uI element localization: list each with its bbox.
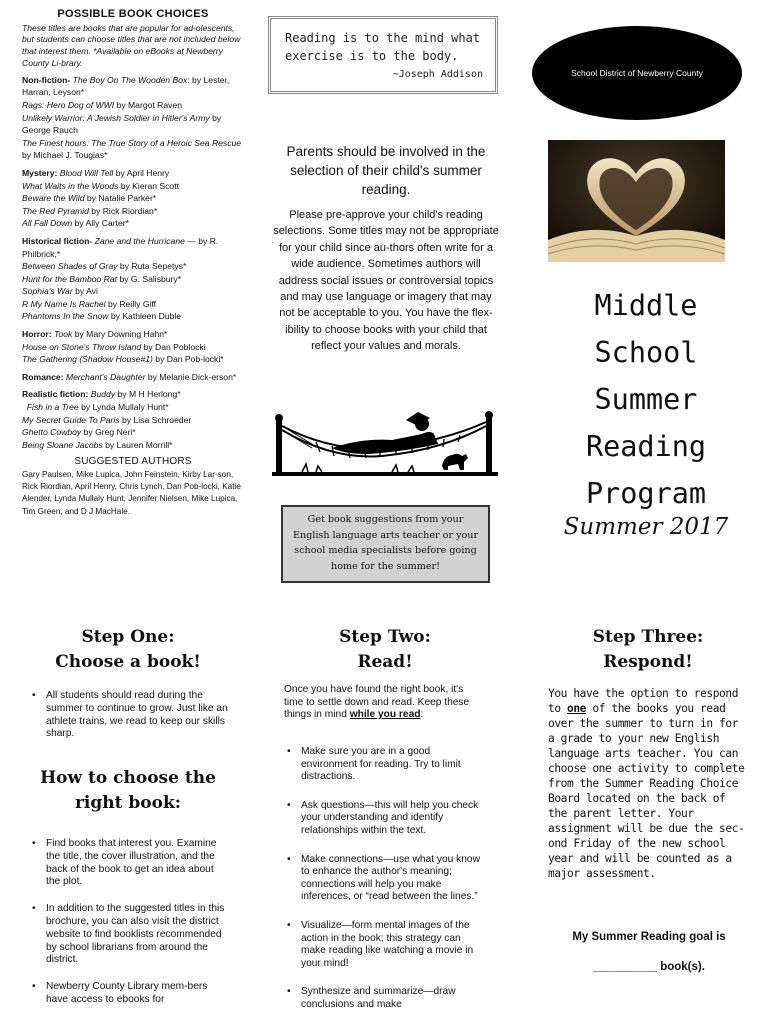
book-entry xyxy=(22,180,244,193)
how-to-heading-line: How to choose the xyxy=(40,768,216,788)
body-text: You have the option to respond to xyxy=(548,687,739,715)
book-author: by Dan Pob-locki* xyxy=(152,354,224,365)
step-two-heading xyxy=(292,625,478,675)
step-one-heading-line: Step One: xyxy=(81,627,175,647)
parents-body: Please pre-approve your child's reading selections. Some titles may not be appropriate for your child since au-thors often write for a wide audience. Sometimes authors will address social issues or controversial topics and may use language or imagery that may not be acceptable to you. You have the flex-ibility to choose books with your child that reflect your values and morals. xyxy=(273,209,499,353)
book-entry xyxy=(22,310,244,323)
step-three-heading xyxy=(548,625,748,675)
genre-realistic-fiction xyxy=(22,388,244,451)
book-author: by Michael J. Tougias* xyxy=(22,150,108,161)
body-text: of the books you read over the summer to turn in for a grade to your new English language arts teacher. You can choose one activity to complete from the Summer Reading Choice Board located on the back of the parent letter. Your assignment will be due the sec-ond Friday of the new school year and will be counted as a major assessment. xyxy=(548,702,745,880)
genre-horror xyxy=(22,328,244,366)
book-author: by Kieran Scott xyxy=(118,180,179,191)
book-entry xyxy=(22,285,244,298)
book-title: Took xyxy=(54,329,73,340)
quote-author: ~Joseph Addison xyxy=(392,69,483,80)
book-author: by Greg Neri* xyxy=(81,427,136,438)
genre-label: Non-fiction- xyxy=(22,74,71,85)
list-item: • Newberry County Library mem-bers have access to ebooks for xyxy=(30,981,230,1007)
list-item: • Visualize—form mental images of the action in the book; this strategy can make reading like watching a movie in your mind! xyxy=(285,920,483,970)
genre-historical-fiction xyxy=(22,235,244,323)
list-item: • Make connections—use what you know to enhance the author's meaning; connections will help you make inferences, or “read between the lines.” xyxy=(285,854,483,904)
intro-text: Once you have found the right book, it's time to settle down and read. Keep these things in mind xyxy=(284,684,470,721)
book-author: by M H Herlong* xyxy=(115,389,181,400)
step-two-heading-line: Step Two: xyxy=(339,627,431,647)
book-author: by Ruta Sepetys* xyxy=(117,261,187,272)
genre-mystery xyxy=(22,167,244,230)
book-author: — by R. Philbrick,* xyxy=(22,235,219,259)
book-author: by George Rauch xyxy=(22,112,222,136)
book-entry xyxy=(22,205,244,218)
book-author: by Lauren Morrill* xyxy=(102,439,173,450)
list-item: • Synthesize and summarize—draw conclusions and make xyxy=(285,986,483,1011)
book-entry xyxy=(22,217,244,230)
book-entry xyxy=(22,426,244,439)
book-title: Zane and the Hurricane xyxy=(94,235,185,246)
quote-text: Reading is to the mind what exercise is to the body. xyxy=(285,31,481,63)
book-title: All Fall Down xyxy=(22,218,73,229)
how-to-choose-heading xyxy=(22,766,234,816)
book-entry xyxy=(22,260,244,273)
program-title xyxy=(548,282,744,517)
book-author: by Natalie Parker* xyxy=(84,193,157,204)
book-author: by Lisa Schroeder xyxy=(119,414,192,425)
book-entry xyxy=(22,273,244,286)
intro-emphasis: while you read xyxy=(349,709,421,721)
how-to-heading-line: right book: xyxy=(74,793,182,813)
parents-heading: Parents should be involved in the selection of their child's summer reading. xyxy=(286,144,486,197)
book-title: The Red Pyramid xyxy=(22,205,89,216)
heart-book-photo xyxy=(548,140,725,262)
book-title: The Finest hours: The True Story of a Heroic Sea Rescue xyxy=(22,137,242,148)
book-title: The Gathering (Shadow House#1) xyxy=(22,354,153,365)
book-entry xyxy=(22,192,244,205)
district-name: School District of Newberry County xyxy=(571,68,703,78)
book-suggestion-box: Get book suggestions from your English language arts teacher or your school media specialists before going home for the summer! xyxy=(281,505,490,583)
book-title: Being Sloane Jacobs xyxy=(22,439,103,450)
list-item: • In addition to the suggested titles in this brochure, you can also visit the district website to find booklists recommended by school librarians from around the district. xyxy=(30,903,230,967)
book-author: by Reilly Giff xyxy=(105,298,157,309)
book-title: Sophia's War xyxy=(22,286,73,297)
list-item: • Make sure you are in a good environment for reading. Try to limit distractions. xyxy=(285,746,483,784)
genre-romance xyxy=(22,371,244,384)
step-three-body xyxy=(548,686,750,881)
book-title: My Secret Guide To Paris xyxy=(22,414,120,425)
book-author: by Melanie Dick-erson* xyxy=(145,371,237,382)
program-title-line: School xyxy=(594,336,698,369)
book-title: Unlikely Warrior: A Jewish Soldier in Hitler's Army xyxy=(22,112,210,123)
book-title: House on Stone's Throw Island xyxy=(22,341,142,352)
step-three-heading-line: Respond! xyxy=(603,652,693,672)
step-one-heading xyxy=(22,625,234,675)
intro-text: : xyxy=(420,709,424,721)
book-title: R My Name Is Rachel xyxy=(22,298,106,309)
book-title: Hunt for the Bamboo Rat xyxy=(22,273,118,284)
list-item: • Find books that interest you. Examine the title, the cover illustration, and the back of the book to get an idea about the plot. xyxy=(30,838,230,889)
book-author: by April Henry xyxy=(113,167,170,178)
book-entry xyxy=(22,341,244,354)
suggested-authors-heading: SUGGESTED AUTHORS xyxy=(74,456,192,468)
reading-goal-blank: __________ book(s). xyxy=(593,961,705,973)
program-title-line: Program xyxy=(585,477,707,510)
step-two-intro xyxy=(284,684,482,722)
book-entry xyxy=(22,112,244,137)
list-item: • All students should read during the summer to continue to grow. Just like an athlete trains, we read to keep our skills sharp. xyxy=(30,690,230,741)
book-title: Between Shades of Gray xyxy=(22,261,118,272)
program-year: Summer 2017 xyxy=(563,514,729,540)
book-entry xyxy=(22,137,244,162)
book-entry xyxy=(22,401,244,414)
step-two-heading-line: Read! xyxy=(357,652,413,672)
book-author: by Avi xyxy=(72,286,98,297)
list-item: • Ask questions—this will help you check your understanding and identify relationships within the text. xyxy=(285,800,483,838)
book-title: Phantoms In the Snow xyxy=(22,311,109,322)
book-entry xyxy=(22,99,244,112)
book-entry xyxy=(22,298,244,311)
book-title: Blood Will Tell xyxy=(59,167,114,178)
suggested-authors-list: Gary Paulsen, Mike Lupica, John Feinstein, Kirby Lar-son, Rick Riordian, April Henry, Chris Lynch, Dan Pob-locki, Katie Alender, Lynda Mullaly Hunt, Jennifer Nielsen, Mike Lupica, Tim Green, and D J MacHale. xyxy=(22,470,241,516)
genre-label: Horror: xyxy=(22,329,52,340)
book-author: by G. Salisbury* xyxy=(117,273,182,284)
book-author: : by Lester, Harran, Leyson* xyxy=(22,74,230,98)
step-two-list xyxy=(285,746,483,1024)
book-author: by Mary Downing Hahn* xyxy=(72,329,168,340)
district-logo-oval xyxy=(532,26,742,120)
step-three-heading-line: Step Three: xyxy=(592,627,704,647)
book-choices-panel xyxy=(22,8,244,518)
program-title-line: Summer xyxy=(594,383,698,416)
genre-label: Romance: xyxy=(22,371,64,382)
program-title-line: Middle xyxy=(594,289,698,322)
reading-goal-label: My Summer Reading goal is xyxy=(572,931,726,943)
book-title: The Boy On The Wooden Box xyxy=(72,74,188,85)
book-entry xyxy=(22,439,244,452)
book-choices-intro: These titles are books that are popular for ad-olescents, but students can choose titles that are not included below that interest them. *Available on eBooks at Newberry County Li-brary. xyxy=(22,22,241,68)
book-title: Ghetto Cowboy xyxy=(22,427,82,438)
book-author: by Lynda Mullaly Hunt* xyxy=(78,402,169,413)
book-choices-heading: POSSIBLE BOOK CHOICES xyxy=(57,8,209,20)
hammock-reader-illustration xyxy=(272,408,498,480)
book-title: What Waits in the Woods xyxy=(22,180,119,191)
step-one-heading-line: Choose a book! xyxy=(55,652,201,672)
program-title-line: Reading xyxy=(585,430,707,463)
book-title: Buddy xyxy=(90,389,116,400)
book-entry xyxy=(22,414,244,427)
book-author: by Dan Poblocki xyxy=(141,341,206,352)
genre-label: Historical fiction- xyxy=(22,235,93,246)
step-one-list xyxy=(30,690,230,741)
quote-box xyxy=(268,16,498,94)
book-entry xyxy=(22,353,244,366)
book-author: by Kathleen Duble xyxy=(108,311,182,322)
book-author: by Margot Raven xyxy=(114,99,182,110)
book-title: Rags: Hero Dog of WWI xyxy=(22,99,115,110)
book-title: Merchant's Daughter xyxy=(65,371,146,382)
how-to-choose-list xyxy=(30,838,230,1021)
genre-label: Mystery: xyxy=(22,167,58,178)
genre-nonfiction xyxy=(22,74,244,162)
body-emphasis: one xyxy=(567,702,587,715)
book-title: Beware the Wild xyxy=(22,193,85,204)
book-author: by Ally Carter* xyxy=(72,218,129,229)
reading-goal xyxy=(548,922,750,982)
genre-label: Realistic fiction: xyxy=(22,389,89,400)
book-author: by Rick Riordian* xyxy=(88,205,158,216)
book-title: Fish in a Tree xyxy=(26,402,79,413)
